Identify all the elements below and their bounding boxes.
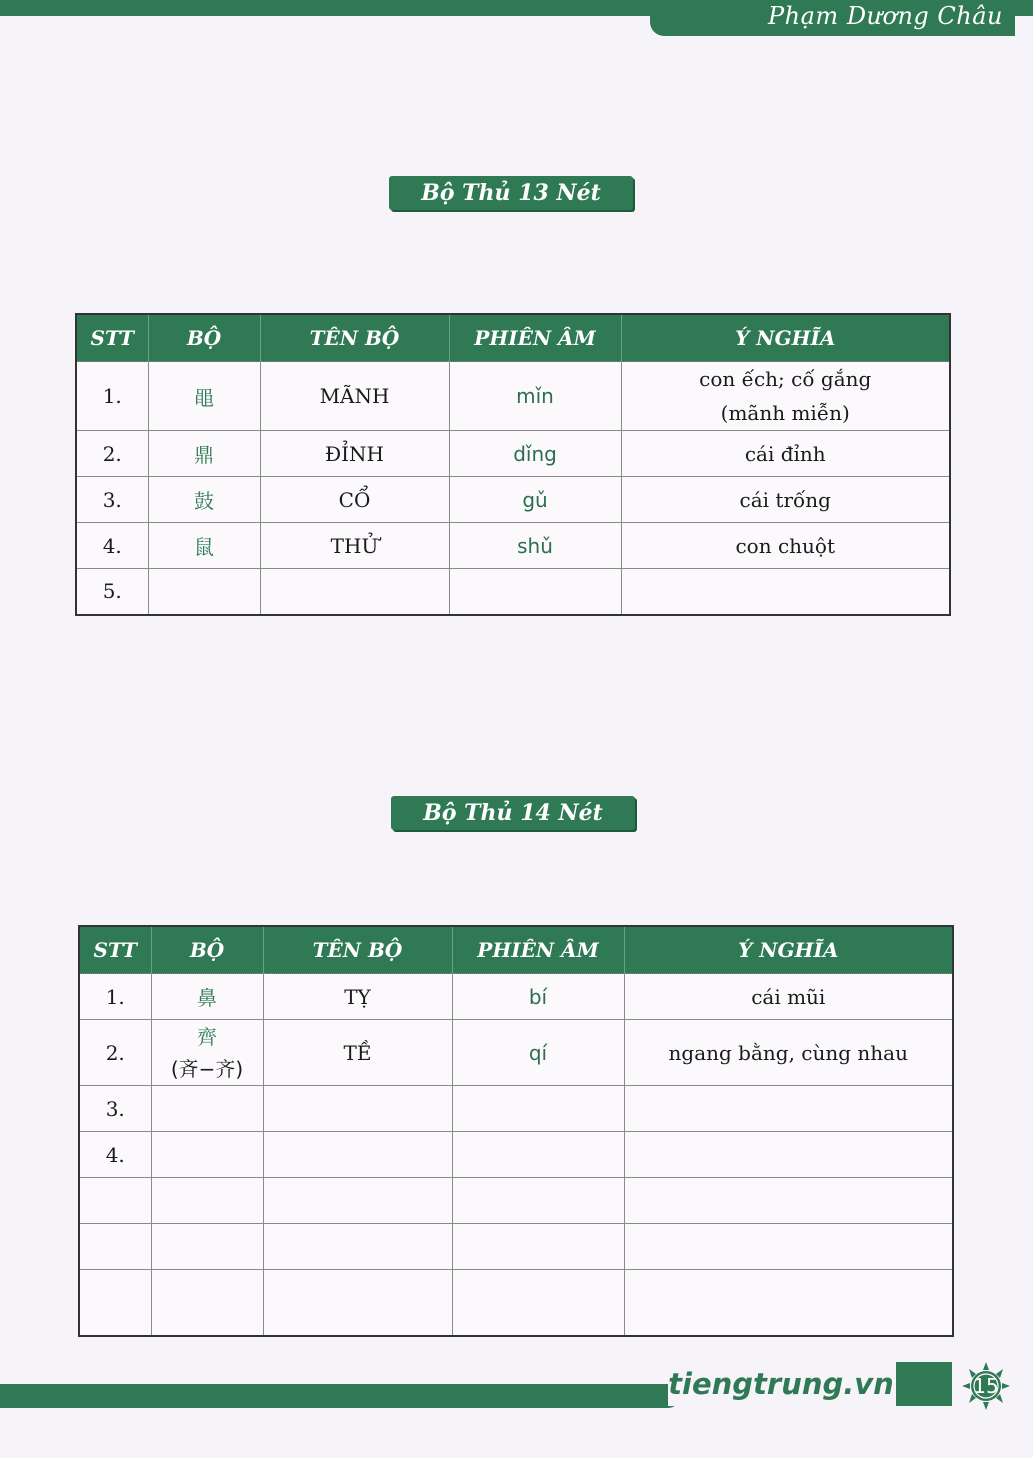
cell-radical: 黽	[148, 362, 260, 431]
col-header-phien-am: PHIÊN ÂM	[449, 314, 621, 362]
meaning-line: (mãnh miễn)	[720, 401, 850, 425]
cell-stt: 3.	[76, 477, 148, 523]
cell-meaning: cái trống	[621, 477, 950, 523]
cell-stt: 2.	[79, 1020, 151, 1086]
table-row	[76, 362, 950, 431]
col-header-ten-bo: TÊN BỘ	[263, 926, 452, 974]
cell-stt: 3.	[79, 1086, 151, 1132]
cell-name	[263, 1224, 452, 1270]
col-header-bo: BỘ	[151, 926, 263, 974]
cell-pinyin: bí	[452, 974, 624, 1020]
cell-radical: 鼓	[148, 477, 260, 523]
site-logo: tiengtrung.vn	[668, 1362, 894, 1406]
cell-radical	[148, 569, 260, 615]
table-header-row	[76, 314, 950, 362]
cell-stt	[79, 1178, 151, 1224]
cell-meaning	[624, 1224, 953, 1270]
cell-meaning	[624, 1178, 953, 1224]
radical-variant: (斉−齐)	[170, 1056, 244, 1081]
cell-name	[263, 1132, 452, 1178]
cell-stt	[79, 1270, 151, 1336]
cell-stt	[79, 1224, 151, 1270]
cell-name: ĐỈNH	[260, 431, 449, 477]
footer-block	[896, 1362, 952, 1406]
meaning-line: con ếch; cố gắng	[699, 367, 872, 391]
cell-radical	[151, 1086, 263, 1132]
cell-pinyin: dǐng	[449, 431, 621, 477]
cell-stt: 4.	[76, 523, 148, 569]
table-header-row	[79, 926, 953, 974]
cell-stt: 4.	[79, 1132, 151, 1178]
cell-name: THỬ	[260, 523, 449, 569]
cell-name: TỴ	[263, 974, 452, 1020]
cell-pinyin	[452, 1086, 624, 1132]
cell-pinyin	[449, 569, 621, 615]
cell-name	[260, 569, 449, 615]
cell-pinyin	[452, 1224, 624, 1270]
table-row	[79, 1086, 953, 1132]
cell-radical	[151, 1020, 263, 1086]
cell-radical	[151, 1270, 263, 1336]
cell-meaning	[624, 1270, 953, 1336]
cell-pinyin: qí	[452, 1020, 624, 1086]
col-header-ten-bo: TÊN BỘ	[260, 314, 449, 362]
cell-radical: 鼠	[148, 523, 260, 569]
cell-meaning: cái mũi	[624, 974, 953, 1020]
cell-meaning	[624, 1132, 953, 1178]
cell-name	[263, 1270, 452, 1336]
table-row	[76, 477, 950, 523]
radical-table-14	[78, 925, 954, 1337]
section-title-14: Bộ Thủ 14 Nét	[391, 796, 635, 830]
table-row	[76, 523, 950, 569]
table-row	[76, 569, 950, 615]
cell-stt: 2.	[76, 431, 148, 477]
cell-radical	[151, 1132, 263, 1178]
cell-radical	[151, 1224, 263, 1270]
cell-meaning	[621, 569, 950, 615]
cell-name: CỔ	[260, 477, 449, 523]
footer-bar	[0, 1384, 680, 1408]
cell-name: MÃNH	[260, 362, 449, 431]
cell-meaning: ngang bằng, cùng nhau	[624, 1020, 953, 1086]
col-header-phien-am: PHIÊN ÂM	[452, 926, 624, 974]
cell-meaning: cái đỉnh	[621, 431, 950, 477]
col-header-y-nghia: Ý NGHĨA	[624, 926, 953, 974]
cell-pinyin: gǔ	[449, 477, 621, 523]
cell-name	[263, 1178, 452, 1224]
author-name: Phạm Dương Châu	[768, 2, 1003, 30]
cell-pinyin: shǔ	[449, 523, 621, 569]
cell-radical: 鼎	[148, 431, 260, 477]
radical-table-13	[75, 313, 951, 616]
table-row	[76, 431, 950, 477]
cell-meaning	[624, 1086, 953, 1132]
header-bar	[0, 0, 1033, 40]
page-number: 15	[973, 1374, 999, 1398]
col-header-stt: STT	[79, 926, 151, 974]
table-row	[79, 1020, 953, 1086]
col-header-bo: BỘ	[148, 314, 260, 362]
page-number-badge	[960, 1362, 1012, 1410]
col-header-stt: STT	[76, 314, 148, 362]
table-row	[79, 1224, 953, 1270]
table-row	[79, 1132, 953, 1178]
cell-meaning: con chuột	[621, 523, 950, 569]
cell-radical	[151, 1178, 263, 1224]
cell-stt: 1.	[79, 974, 151, 1020]
cell-pinyin: mǐn	[449, 362, 621, 431]
cell-name	[263, 1086, 452, 1132]
table-row	[79, 1178, 953, 1224]
cell-pinyin	[452, 1178, 624, 1224]
cell-pinyin	[452, 1132, 624, 1178]
table-row	[79, 1270, 953, 1336]
cell-pinyin	[452, 1270, 624, 1336]
cell-stt: 1.	[76, 362, 148, 431]
section-title-13: Bộ Thủ 13 Nét	[389, 176, 633, 210]
cell-radical: 鼻	[151, 974, 263, 1020]
col-header-y-nghia: Ý NGHĨA	[621, 314, 950, 362]
cell-meaning	[621, 362, 950, 431]
table-row	[79, 974, 953, 1020]
cell-stt: 5.	[76, 569, 148, 615]
radical-main: 齊	[197, 1024, 217, 1049]
cell-name: TỀ	[263, 1020, 452, 1086]
